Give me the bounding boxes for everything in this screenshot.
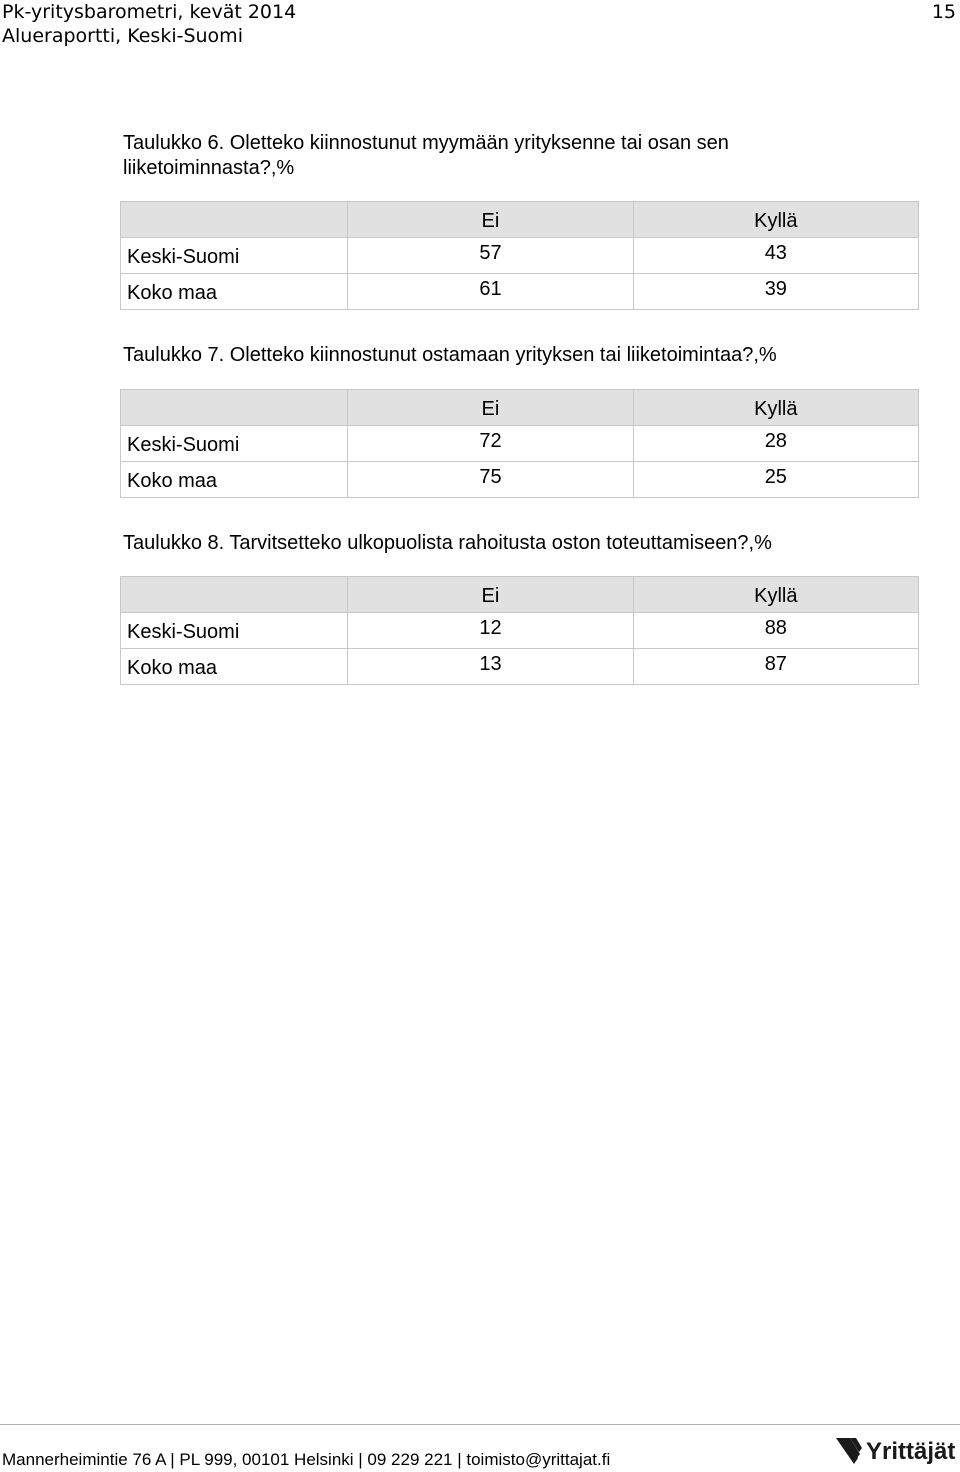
table-7 — [120, 389, 919, 498]
yrittajat-logo-icon — [836, 1436, 866, 1468]
table-8 — [120, 576, 919, 685]
cell-kylla: 39 — [633, 274, 918, 310]
column-header-kylla: Kyllä — [633, 202, 918, 238]
row-label: Keski-Suomi — [121, 613, 348, 649]
row-label: Keski-Suomi — [121, 426, 348, 462]
table-6-caption: Taulukko 6. Oletteko kiinnostunut myymään yrityksenne tai osan sen liiketoiminnasta?,% — [123, 132, 729, 179]
cell-ei: 57 — [348, 238, 633, 274]
yrittajat-logo — [836, 1436, 956, 1468]
column-header-kylla: Kyllä — [633, 390, 918, 426]
footer-divider — [0, 1424, 960, 1425]
table-row — [121, 613, 919, 649]
cell-ei: 12 — [348, 613, 633, 649]
table-row — [121, 649, 919, 685]
header-empty-cell — [121, 577, 348, 613]
table-row — [121, 238, 919, 274]
row-label: Koko maa — [121, 649, 348, 685]
cell-kylla: 43 — [633, 238, 918, 274]
cell-kylla: 88 — [633, 613, 918, 649]
footer-contact: Mannerheimintie 76 A | PL 999, 00101 Helsinki | 09 229 221 | toimisto@yrittajat.fi — [2, 1450, 611, 1469]
row-label: Keski-Suomi — [121, 238, 348, 274]
header-empty-cell — [121, 202, 348, 238]
table-8-caption: Taulukko 8. Tarvitsetteko ulkopuolista rahoitusta oston toteuttamiseen?,% — [123, 532, 772, 554]
column-header-ei: Ei — [348, 577, 633, 613]
table-header-row — [121, 202, 919, 238]
cell-ei: 13 — [348, 649, 633, 685]
table-7-caption: Taulukko 7. Oletteko kiinnostunut ostamaan yrityksen tai liiketoimintaa?,% — [123, 344, 777, 366]
cell-ei: 75 — [348, 462, 633, 498]
cell-ei: 61 — [348, 274, 633, 310]
table-6 — [120, 201, 919, 310]
column-header-ei: Ei — [348, 390, 633, 426]
cell-kylla: 25 — [633, 462, 918, 498]
column-header-kylla: Kyllä — [633, 577, 918, 613]
table-row — [121, 462, 919, 498]
logo-wordmark: Yrittäjät — [866, 1438, 956, 1465]
page-number: 15 — [931, 1, 956, 23]
column-header-ei: Ei — [348, 202, 633, 238]
table-row — [121, 426, 919, 462]
table-header-row — [121, 390, 919, 426]
cell-ei: 72 — [348, 426, 633, 462]
table-header-row — [121, 577, 919, 613]
table-row — [121, 274, 919, 310]
cell-kylla: 87 — [633, 649, 918, 685]
header-empty-cell — [121, 390, 348, 426]
page-header — [2, 0, 296, 48]
report-subtitle: Alueraportti, Keski-Suomi — [2, 25, 243, 47]
report-title: Pk-yritysbarometri, kevät 2014 — [2, 1, 297, 23]
row-label: Koko maa — [121, 462, 348, 498]
row-label: Koko maa — [121, 274, 348, 310]
cell-kylla: 28 — [633, 426, 918, 462]
